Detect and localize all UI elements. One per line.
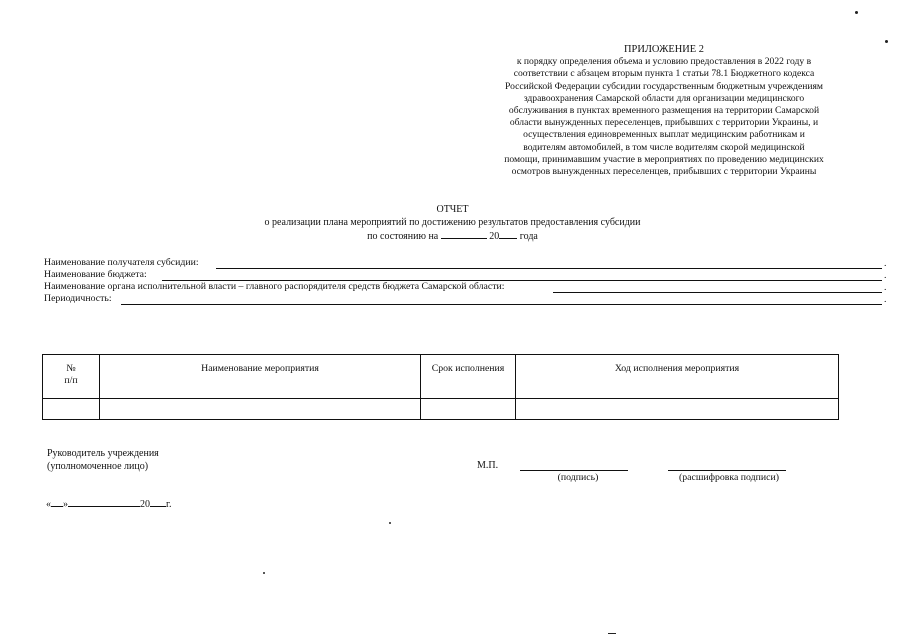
authority-label: Наименование органа исполнительной власти – главного распорядителя средств бюджета Самарской области: xyxy=(44,281,505,292)
report-date-year: 20 xyxy=(489,231,500,242)
scan-speck xyxy=(389,522,391,524)
day-blank[interactable] xyxy=(51,497,63,507)
date-year: 20 xyxy=(140,499,150,510)
budget-label: Наименование бюджета: xyxy=(44,269,147,280)
appendix-line: к порядку определения объема и условию предоставления в 2022 году в xyxy=(516,56,812,68)
col-header-measure: Наименование мероприятия xyxy=(100,355,421,399)
appendix-line: осмотров вынужденных переселенцев, прибывших с территории Украины xyxy=(511,166,817,178)
decode-caption: (расшифровка подписи) xyxy=(678,472,779,483)
budget-field xyxy=(44,269,887,281)
report-title: ОТЧЕТ xyxy=(436,204,469,215)
signature-line[interactable] xyxy=(520,470,628,471)
month-blank[interactable] xyxy=(68,497,140,507)
col-header-number: № п/п xyxy=(43,355,100,399)
periodicity-field xyxy=(44,293,887,305)
report-date-line xyxy=(160,229,745,244)
date-close-quote: » xyxy=(63,499,68,510)
year-blank[interactable] xyxy=(150,497,166,507)
appendix-title: ПРИЛОЖЕНИЕ 2 xyxy=(624,44,704,55)
periodicity-label: Периодичность: xyxy=(44,293,112,304)
appendix-line: осуществления единовременных выплат медицинским работникам и xyxy=(523,129,805,141)
appendix-line: водителям автомобилей, в том числе водителям скорой медицинской xyxy=(523,141,805,153)
head-label xyxy=(47,447,159,473)
appendix-line: помощи, принимавшим участие в мероприятиях по проведению медицинских xyxy=(504,153,824,165)
appendix-line: здравоохранения Самарской области для организации медицинского xyxy=(523,92,805,104)
recipient-input-line[interactable] xyxy=(216,268,882,269)
scan-speck xyxy=(855,11,858,14)
end-mark: . xyxy=(884,282,887,293)
scan-speck xyxy=(263,572,265,574)
appendix-block xyxy=(470,44,858,178)
table-row xyxy=(43,399,839,420)
appendix-line: соответствии с абзацем вторым пункта 1 статьи 78.1 Бюджетного кодекса xyxy=(513,68,815,80)
table-cell[interactable] xyxy=(100,399,421,420)
report-date-prefix: по состоянию на xyxy=(367,231,439,242)
decode-line[interactable] xyxy=(668,470,786,471)
periodicity-input-line[interactable] xyxy=(121,304,882,305)
date-suffix: г. xyxy=(166,499,172,510)
report-date-suffix: года xyxy=(519,231,538,242)
head-label-line1: Руководитель учреждения xyxy=(47,448,159,459)
table-header-row xyxy=(43,355,839,399)
date-open-quote: « xyxy=(46,499,51,510)
sign-date-row xyxy=(46,497,171,510)
scan-speck xyxy=(885,40,888,43)
table-cell[interactable] xyxy=(516,399,839,420)
stamp-mark: М.П. xyxy=(477,460,499,471)
report-heading xyxy=(160,204,745,244)
head-label-line2: (уполномоченное лицо) xyxy=(47,461,149,472)
appendix-line: Российской Федерации субсидии государственным бюджетным учреждениям xyxy=(504,80,823,92)
scan-speck xyxy=(608,633,616,634)
signature-caption: (подпись) xyxy=(557,472,599,483)
table-cell[interactable] xyxy=(43,399,100,420)
appendix-line: обслуживания в пунктах временного размещения на территории Самарской xyxy=(508,105,820,117)
col-header-progress: Ход исполнения мероприятия xyxy=(516,355,839,399)
authority-input-line[interactable] xyxy=(553,292,882,293)
authority-field xyxy=(44,281,887,293)
report-date-blank[interactable] xyxy=(441,229,487,239)
recipient-label: Наименование получателя субсидии: xyxy=(44,257,199,268)
measures-table xyxy=(42,354,839,420)
end-mark: . xyxy=(884,294,887,305)
report-subtitle: о реализации плана мероприятий по достижению результатов предоставления субсидии xyxy=(264,216,641,228)
report-year-blank[interactable] xyxy=(499,229,517,239)
end-mark: . xyxy=(884,258,887,269)
recipient-field xyxy=(44,257,887,269)
appendix-line: области вынужденных переселенцев, прибывших с территории Украины, и xyxy=(509,117,819,129)
end-mark: . xyxy=(884,270,887,281)
table-cell[interactable] xyxy=(421,399,516,420)
col-header-deadline: Срок исполнения xyxy=(421,355,516,399)
